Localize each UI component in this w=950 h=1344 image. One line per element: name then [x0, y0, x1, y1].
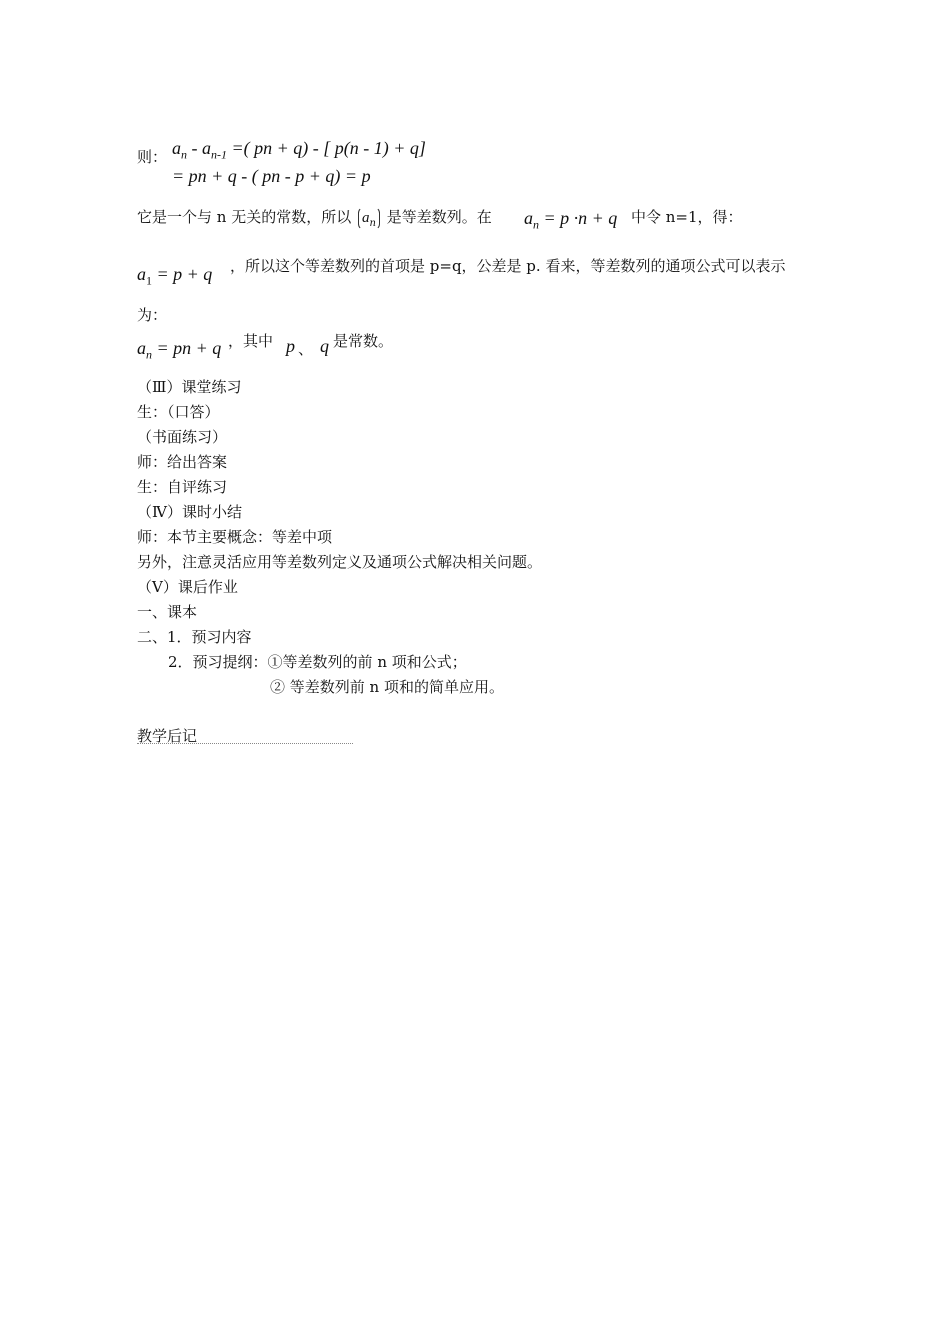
section-iv-heading: （Ⅳ）课时小结: [137, 503, 242, 521]
para-4-text-a: ，其中: [228, 332, 274, 350]
notes-dotted-line: [137, 743, 353, 744]
equation-rest: =( pn + q) - [ p(n - 1) + q]: [227, 138, 426, 158]
line-additional: 另外，注意灵活应用等差数列定义及通项公式解决相关问题。: [137, 553, 543, 571]
minus: -: [187, 138, 202, 158]
var-p: p: [286, 336, 295, 356]
line-teacher-answer: 师：给出答案: [137, 453, 228, 471]
var-a: a: [172, 138, 181, 158]
homework-item-1: 一、课本: [137, 603, 198, 621]
line-written-practice: （书面练习）: [137, 428, 228, 446]
line-student-oral: 生：（口答）: [137, 403, 220, 421]
para-1: [137, 206, 492, 230]
para-2-text: ，所以这个等差数列的首项是 p=q，公差是 p. 看来，等差数列的通项公式可以表示: [230, 257, 786, 275]
derivation-line-2: = pn + q - ( pn - p + q) = p: [172, 166, 371, 186]
line-teacher-summary: 师：本节主要概念：等差中项: [137, 528, 333, 546]
general-formula: $a_n$ = pn + q: [137, 338, 222, 362]
sub-n1: n-1: [211, 147, 227, 162]
general-term-formula: $a_n = p \cdot n + q$: [524, 208, 618, 232]
para-4-text-b: 是常数。: [333, 332, 394, 350]
derivation-label: 则：: [137, 148, 168, 166]
section-iii-heading: （Ⅲ）课堂练习: [137, 378, 242, 396]
line-student-self: 生：自评练习: [137, 478, 228, 496]
section-v-heading: （Ⅴ）课后作业: [137, 578, 238, 596]
teaching-notes-label: 教学后记: [137, 725, 353, 746]
para-1-text-b: 是等差数列。在: [386, 208, 492, 226]
first-term-formula: $a_1 = p + q$: [137, 264, 213, 288]
para-3-text: 为：: [137, 306, 168, 324]
preview-outline: 2．预习提纲：①等差数列的前 n 项和公式；: [168, 653, 467, 671]
derivation-line-1: [172, 138, 426, 163]
homework-item-2: 二、1．预习内容: [137, 628, 252, 646]
sequence-brace: $a_n$: [358, 207, 380, 230]
para-1-text-c: 中令 n=1，得：: [631, 208, 743, 226]
preview-outline-2: ② 等差数列前 n 项和的简单应用。: [270, 678, 504, 696]
sub-n: n: [181, 147, 187, 162]
separator: 、: [298, 340, 314, 358]
para-1-text-a: 它是一个与 n 无关的常数，所以: [137, 208, 352, 226]
var-a2: a: [202, 138, 211, 158]
var-q: q: [320, 336, 329, 356]
